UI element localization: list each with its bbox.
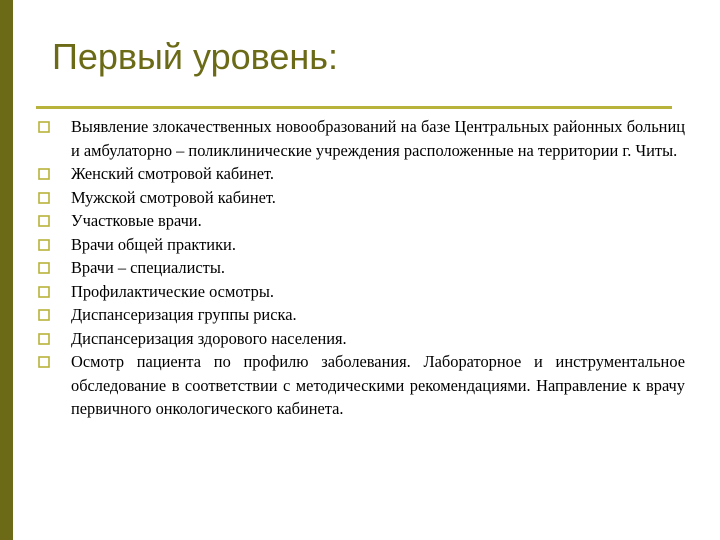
title-underline [36,106,672,109]
square-bullet-icon [38,239,50,251]
list-item [38,162,685,186]
list-item-text: Участковые врачи. [71,211,202,230]
left-accent-bar [0,0,13,540]
list-item [38,327,685,351]
list-item-text: Выявление злокачественных новообразований на базе Центральных районных больниц и амбулаторно – поликлинические учреждения расположенные на территории г. Читы. [71,117,685,160]
list-item [38,256,685,280]
square-bullet-icon [38,333,50,345]
list-item [38,303,685,327]
list-item-text: Врачи общей практики. [71,234,236,254]
list-item-text: Диспансеризация группы риска. [71,305,297,324]
list-item [38,233,685,257]
square-bullet-icon [38,262,50,274]
list-item-text: Женский смотровой кабинет. [71,164,275,183]
slide-title: Первый уровень: [52,36,339,77]
square-bullet-icon [38,215,50,227]
square-bullet-icon [38,356,50,368]
square-bullet-icon [38,192,50,204]
square-bullet-icon [38,121,50,133]
bullet-list [38,115,685,421]
square-bullet-icon [38,286,50,298]
list-item [38,115,685,162]
list-item-text: Диспансеризация здорового населения. [71,328,347,348]
square-bullet-icon [38,168,50,180]
list-item [38,280,685,304]
list-item-text: Врачи – специалисты. [71,258,225,277]
list-item-text: Профилактические осмотры. [71,281,274,301]
list-item-text: Осмотр пациента по профилю заболевания. Лабораторное и инструментальное обследование в соответствии с методическими рекомендациями. Направление к врачу первичного онкологического кабинета. [71,352,685,418]
square-bullet-icon [38,309,50,321]
list-item [38,350,685,421]
list-item-text: Мужской смотровой кабинет. [71,187,276,207]
list-item [38,186,685,210]
list-item [38,209,685,233]
